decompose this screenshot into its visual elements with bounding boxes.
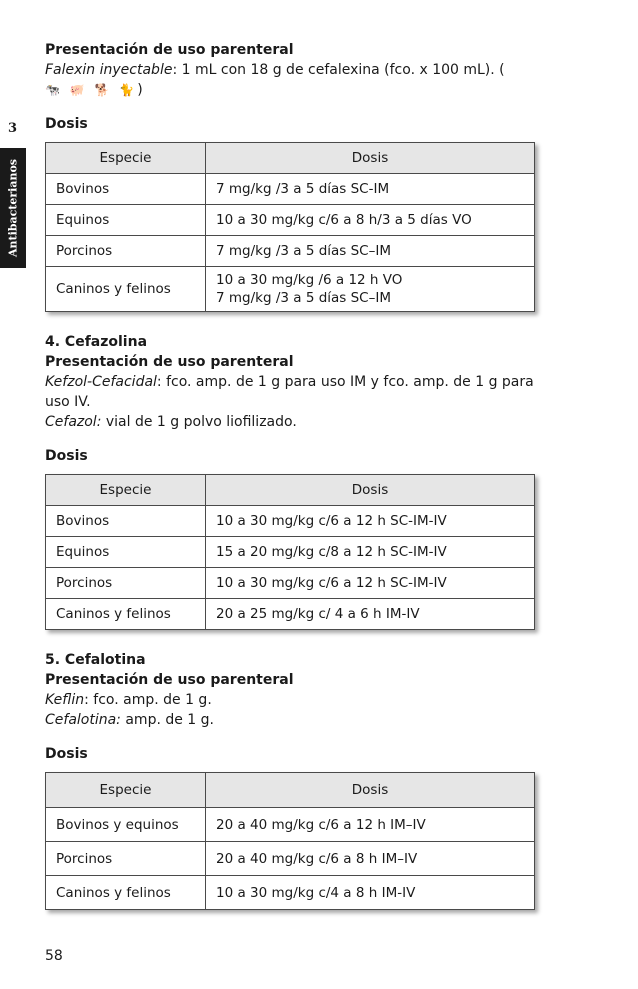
cell-dose: 7 mg/kg /3 a 5 días SC-IM bbox=[206, 174, 535, 205]
cell-species: Bovinos bbox=[46, 506, 206, 537]
product-description: : fco. amp. de 1 g. bbox=[84, 692, 212, 708]
header-species: Especie bbox=[46, 475, 206, 506]
table-row bbox=[46, 506, 535, 537]
cell-species: Porcinos bbox=[46, 568, 206, 599]
table-row bbox=[46, 537, 535, 568]
section-heading: Presentación de uso parenteral bbox=[45, 354, 294, 370]
cell-species: Caninos y felinos bbox=[46, 876, 206, 910]
cell-dose: 10 a 30 mg/kg c/6 a 12 h SC-IM-IV bbox=[206, 506, 535, 537]
table-header-row bbox=[46, 773, 535, 808]
product-description: : fco. amp. de 1 g para uso IM y fco. amp. de 1 g para bbox=[156, 374, 534, 390]
cell-dose: 10 a 30 mg/kg c/6 a 8 h/3 a 5 días VO bbox=[206, 205, 535, 236]
dose-heading: Dosis bbox=[45, 746, 88, 762]
table-header-row bbox=[46, 475, 535, 506]
cell-species: Equinos bbox=[46, 537, 206, 568]
chapter-number: 3 bbox=[8, 121, 18, 136]
table-row bbox=[46, 267, 535, 312]
product-description: : 1 mL con 18 g de cefalexina (fco. x 100 mL). ( bbox=[172, 62, 505, 78]
table-header-row bbox=[46, 143, 535, 174]
cell-species: Porcinos bbox=[46, 236, 206, 267]
cell-dose: 7 mg/kg /3 a 5 días SC–IM bbox=[206, 236, 535, 267]
header-dose: Dosis bbox=[206, 143, 535, 174]
cell-dose: 15 a 20 mg/kg c/8 a 12 h SC-IM-IV bbox=[206, 537, 535, 568]
product-description: vial de 1 g polvo liofilizado. bbox=[101, 414, 297, 430]
cell-dose: 10 a 30 mg/kg c/6 a 12 h SC-IM-IV bbox=[206, 568, 535, 599]
product-line bbox=[45, 710, 545, 730]
header-species: Especie bbox=[46, 143, 206, 174]
dose-heading: Dosis bbox=[45, 448, 88, 464]
cell-species: Equinos bbox=[46, 205, 206, 236]
cell-species: Caninos y felinos bbox=[46, 267, 206, 312]
section-tab bbox=[0, 148, 26, 268]
section-heading: Presentación de uso parenteral bbox=[45, 672, 294, 688]
section-tab-label: Antibacterianos bbox=[6, 158, 20, 258]
animal-species-icons: 🐄 🐖 🐕 🐈 bbox=[45, 83, 138, 97]
table-row bbox=[46, 876, 535, 910]
species-icons-line bbox=[45, 80, 545, 100]
product-line-continued: uso IV. bbox=[45, 394, 91, 410]
cell-species: Bovinos y equinos bbox=[46, 808, 206, 842]
product-name: Kefzol-Cefacidal bbox=[45, 374, 157, 390]
cell-dose: 20 a 40 mg/kg c/6 a 8 h IM–IV bbox=[206, 842, 535, 876]
cell-species: Caninos y felinos bbox=[46, 599, 206, 630]
icons-close-paren: ) bbox=[137, 82, 143, 98]
product-description: amp. de 1 g. bbox=[120, 712, 215, 728]
product-line bbox=[45, 690, 545, 710]
table-row bbox=[46, 205, 535, 236]
page-number: 58 bbox=[45, 948, 63, 964]
cell-species: Porcinos bbox=[46, 842, 206, 876]
dose-heading: Dosis bbox=[45, 116, 88, 132]
header-dose: Dosis bbox=[206, 475, 535, 506]
table-row bbox=[46, 842, 535, 876]
header-dose: Dosis bbox=[206, 773, 535, 808]
dose-table-cefalexina bbox=[45, 142, 535, 312]
table-row bbox=[46, 599, 535, 630]
dose-table-cefazolina bbox=[45, 474, 535, 630]
product-name: Falexin inyectable bbox=[45, 62, 173, 78]
product-name: Cefazol: bbox=[45, 414, 102, 430]
product-line bbox=[45, 60, 545, 80]
dose-line-1: 10 a 30 mg/kg /6 a 12 h VO bbox=[216, 272, 403, 288]
section-title: 5. Cefalotina bbox=[45, 652, 146, 668]
table-row bbox=[46, 174, 535, 205]
product-name: Keflin bbox=[45, 692, 85, 708]
dose-line-2: 7 mg/kg /3 a 5 días SC–IM bbox=[216, 290, 391, 306]
cell-dose: 20 a 40 mg/kg c/6 a 12 h IM–IV bbox=[206, 808, 535, 842]
cell-dose: 20 a 25 mg/kg c/ 4 a 6 h IM-IV bbox=[206, 599, 535, 630]
product-name: Cefalotina: bbox=[45, 712, 121, 728]
cell-dose: 10 a 30 mg/kg c/4 a 8 h IM-IV bbox=[206, 876, 535, 910]
table-row bbox=[46, 236, 535, 267]
table-row bbox=[46, 808, 535, 842]
product-line bbox=[45, 372, 545, 392]
section-title: 4. Cefazolina bbox=[45, 334, 148, 350]
cell-dose bbox=[206, 267, 535, 312]
product-line bbox=[45, 412, 545, 432]
header-species: Especie bbox=[46, 773, 206, 808]
page-content bbox=[45, 40, 545, 910]
cell-species: Bovinos bbox=[46, 174, 206, 205]
dose-table-cefalotina bbox=[45, 772, 535, 910]
section-heading: Presentación de uso parenteral bbox=[45, 42, 294, 58]
table-row bbox=[46, 568, 535, 599]
